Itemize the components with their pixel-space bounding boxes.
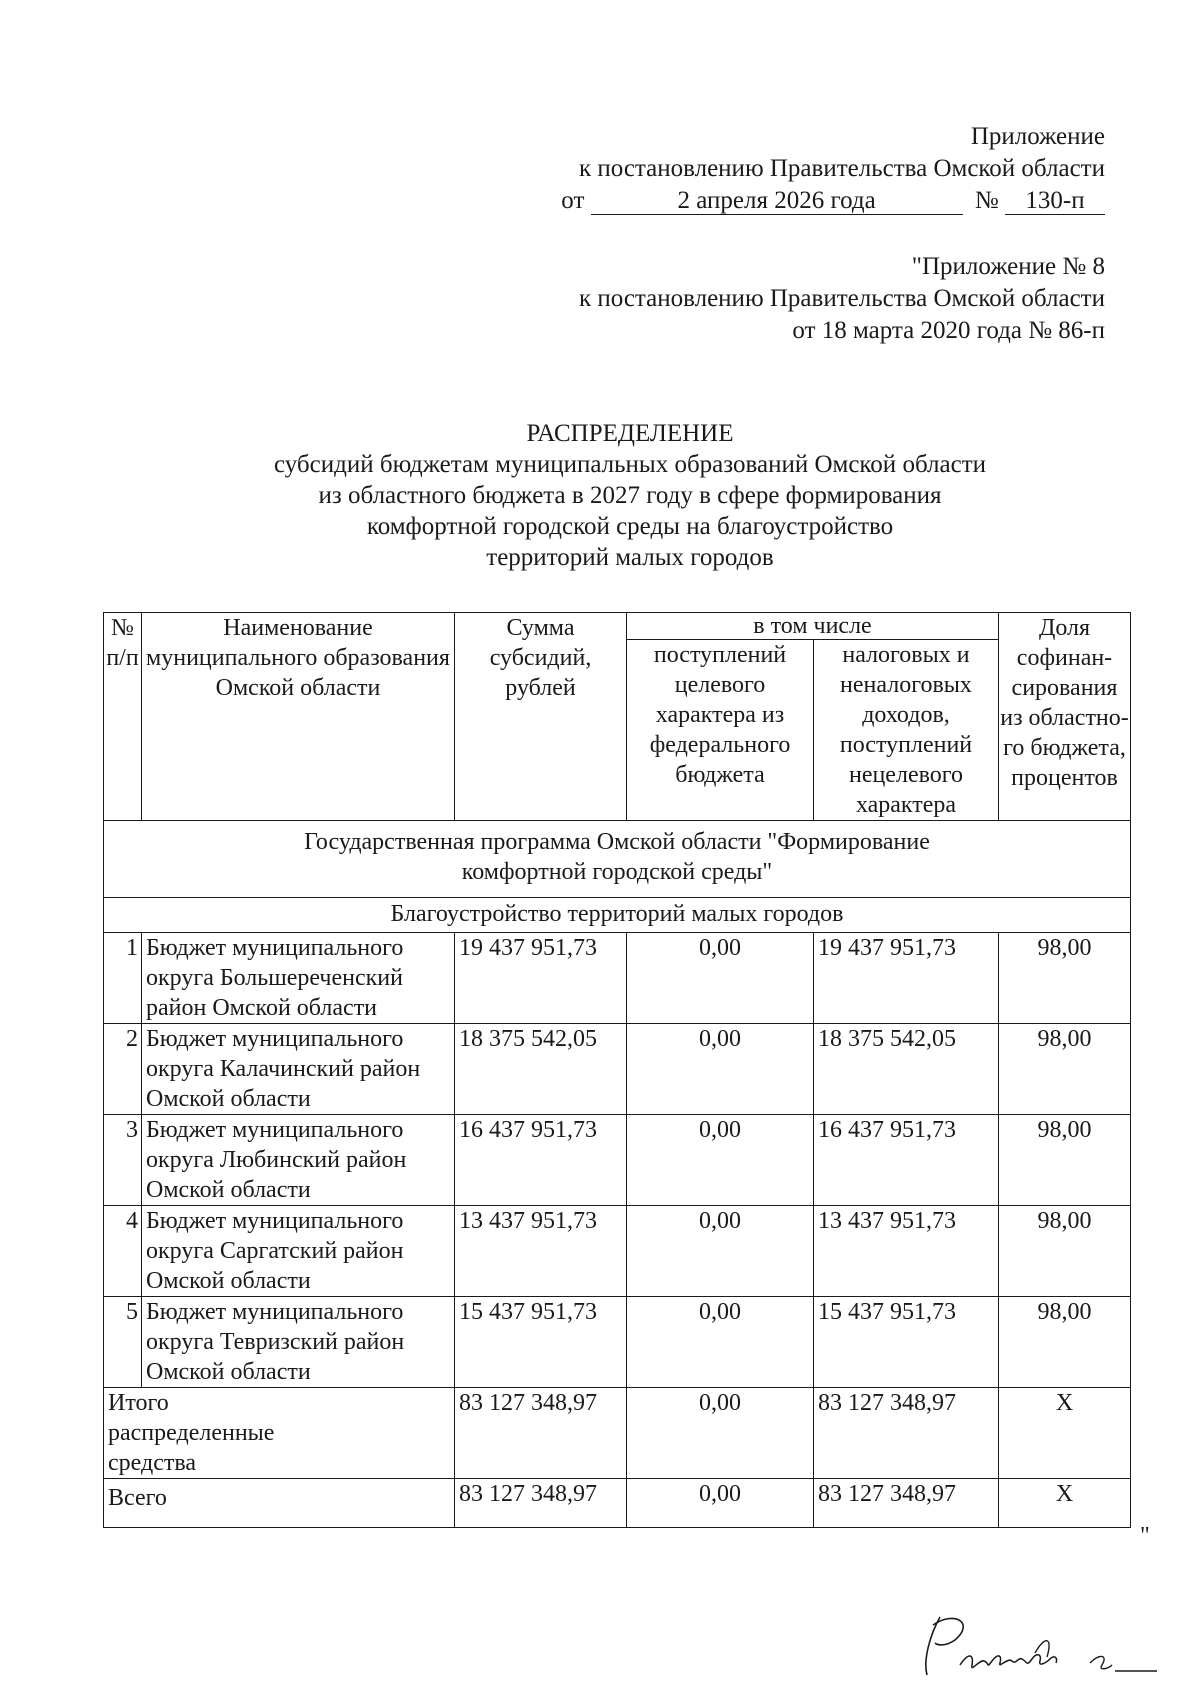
from-label: от <box>561 187 585 214</box>
row-sum: 19 437 951,73 <box>455 933 627 1024</box>
title-line-4: территорий малых городов <box>486 544 774 571</box>
row-share: 98,00 <box>999 1115 1131 1206</box>
table-row <box>104 933 1131 1024</box>
document-title <box>0 418 1200 573</box>
row-federal: 0,00 <box>627 1115 814 1206</box>
subprogram-row <box>104 898 1131 933</box>
title-line-2: из областного бюджета в 2027 году в сфере формирования <box>318 482 942 509</box>
resolution-date-line <box>561 185 1105 217</box>
program-title: Государственная программа Омской области "Формирование комфортной городской среды" <box>104 821 1131 898</box>
grand-total-row <box>104 1479 1131 1528</box>
row-sum: 13 437 951,73 <box>455 1206 627 1297</box>
reference-header <box>579 251 1105 347</box>
header-num: № п/п <box>104 613 142 821</box>
ref-date-line: от 18 марта 2020 года № 86-п <box>792 317 1105 344</box>
approval-header <box>561 121 1105 217</box>
title-line-3: комфортной городской среды на благоустройство <box>366 513 894 540</box>
grand-total-label: Всего <box>104 1479 455 1528</box>
row-share: 98,00 <box>999 933 1131 1024</box>
grand-total-share: Х <box>999 1479 1131 1528</box>
grand-total-sum: 83 127 348,97 <box>455 1479 627 1528</box>
distribution-table <box>103 612 1131 1528</box>
row-name: Бюджет муниципального округа Саргатский район Омской области <box>142 1206 455 1297</box>
row-tax: 15 437 951,73 <box>814 1297 999 1388</box>
table-row <box>104 1297 1131 1388</box>
title-line-1: субсидий бюджетам муниципальных образований Омской области <box>273 451 987 478</box>
total-row <box>104 1388 1131 1479</box>
row-tax: 19 437 951,73 <box>814 933 999 1024</box>
table-row <box>104 1024 1131 1115</box>
ref-appendix-label: "Приложение № 8 <box>911 253 1105 280</box>
row-share: 98,00 <box>999 1206 1131 1297</box>
closing-quote: " <box>1140 1523 1150 1549</box>
header-including: в том числе <box>627 613 999 640</box>
header-share: Доля софинан-сирования из областно-го бюджета, процентов <box>999 613 1131 821</box>
row-number: 1 <box>104 933 142 1024</box>
row-tax: 16 437 951,73 <box>814 1115 999 1206</box>
resolution-date: 2 апреля 2026 года <box>591 188 963 215</box>
header-name: Наименование муниципального образования Омской области <box>142 613 455 821</box>
row-tax: 13 437 951,73 <box>814 1206 999 1297</box>
row-federal: 0,00 <box>627 1297 814 1388</box>
row-name: Бюджет муниципального округа Тевризский район Омской области <box>142 1297 455 1388</box>
row-tax: 18 375 542,05 <box>814 1024 999 1115</box>
row-federal: 0,00 <box>627 933 814 1024</box>
row-number: 3 <box>104 1115 142 1206</box>
resolution-number: 130-п <box>1005 188 1105 215</box>
row-federal: 0,00 <box>627 1206 814 1297</box>
table-row <box>104 1206 1131 1297</box>
row-number: 5 <box>104 1297 142 1388</box>
total-label: Итого распределенные средства <box>104 1388 455 1479</box>
row-sum: 16 437 951,73 <box>455 1115 627 1206</box>
row-name: Бюджет муниципального округа Любинский район Омской области <box>142 1115 455 1206</box>
row-number: 4 <box>104 1206 142 1297</box>
row-federal: 0,00 <box>627 1024 814 1115</box>
row-sum: 15 437 951,73 <box>455 1297 627 1388</box>
header-sum: Сумма субсидий, рублей <box>455 613 627 821</box>
appendix-label: Приложение <box>970 123 1105 150</box>
ref-resolution-label: к постановлению Правительства Омской области <box>578 285 1105 312</box>
total-share: Х <box>999 1388 1131 1479</box>
signature-mark <box>915 1605 1165 1685</box>
total-sum: 83 127 348,97 <box>455 1388 627 1479</box>
row-share: 98,00 <box>999 1297 1131 1388</box>
table-row <box>104 1115 1131 1206</box>
number-label: № <box>974 187 999 214</box>
row-name: Бюджет муниципального округа Калачинский район Омской области <box>142 1024 455 1115</box>
title-heading: РАСПРЕДЕЛЕНИЕ <box>526 420 734 447</box>
grand-total-tax: 83 127 348,97 <box>814 1479 999 1528</box>
resolution-label: к постановлению Правительства Омской области <box>578 155 1105 182</box>
row-number: 2 <box>104 1024 142 1115</box>
table-header-row <box>104 613 1131 640</box>
row-share: 98,00 <box>999 1024 1131 1115</box>
header-federal: поступлений целевого характера из федерального бюджета <box>627 640 814 821</box>
row-sum: 18 375 542,05 <box>455 1024 627 1115</box>
total-federal: 0,00 <box>627 1388 814 1479</box>
header-tax: налоговых и неналоговых доходов, поступлений нецелевого характера <box>814 640 999 821</box>
program-row <box>104 821 1131 898</box>
grand-total-federal: 0,00 <box>627 1479 814 1528</box>
total-tax: 83 127 348,97 <box>814 1388 999 1479</box>
row-name: Бюджет муниципального округа Большереченский район Омской области <box>142 933 455 1024</box>
subprogram-title: Благоустройство территорий малых городов <box>104 898 1131 933</box>
